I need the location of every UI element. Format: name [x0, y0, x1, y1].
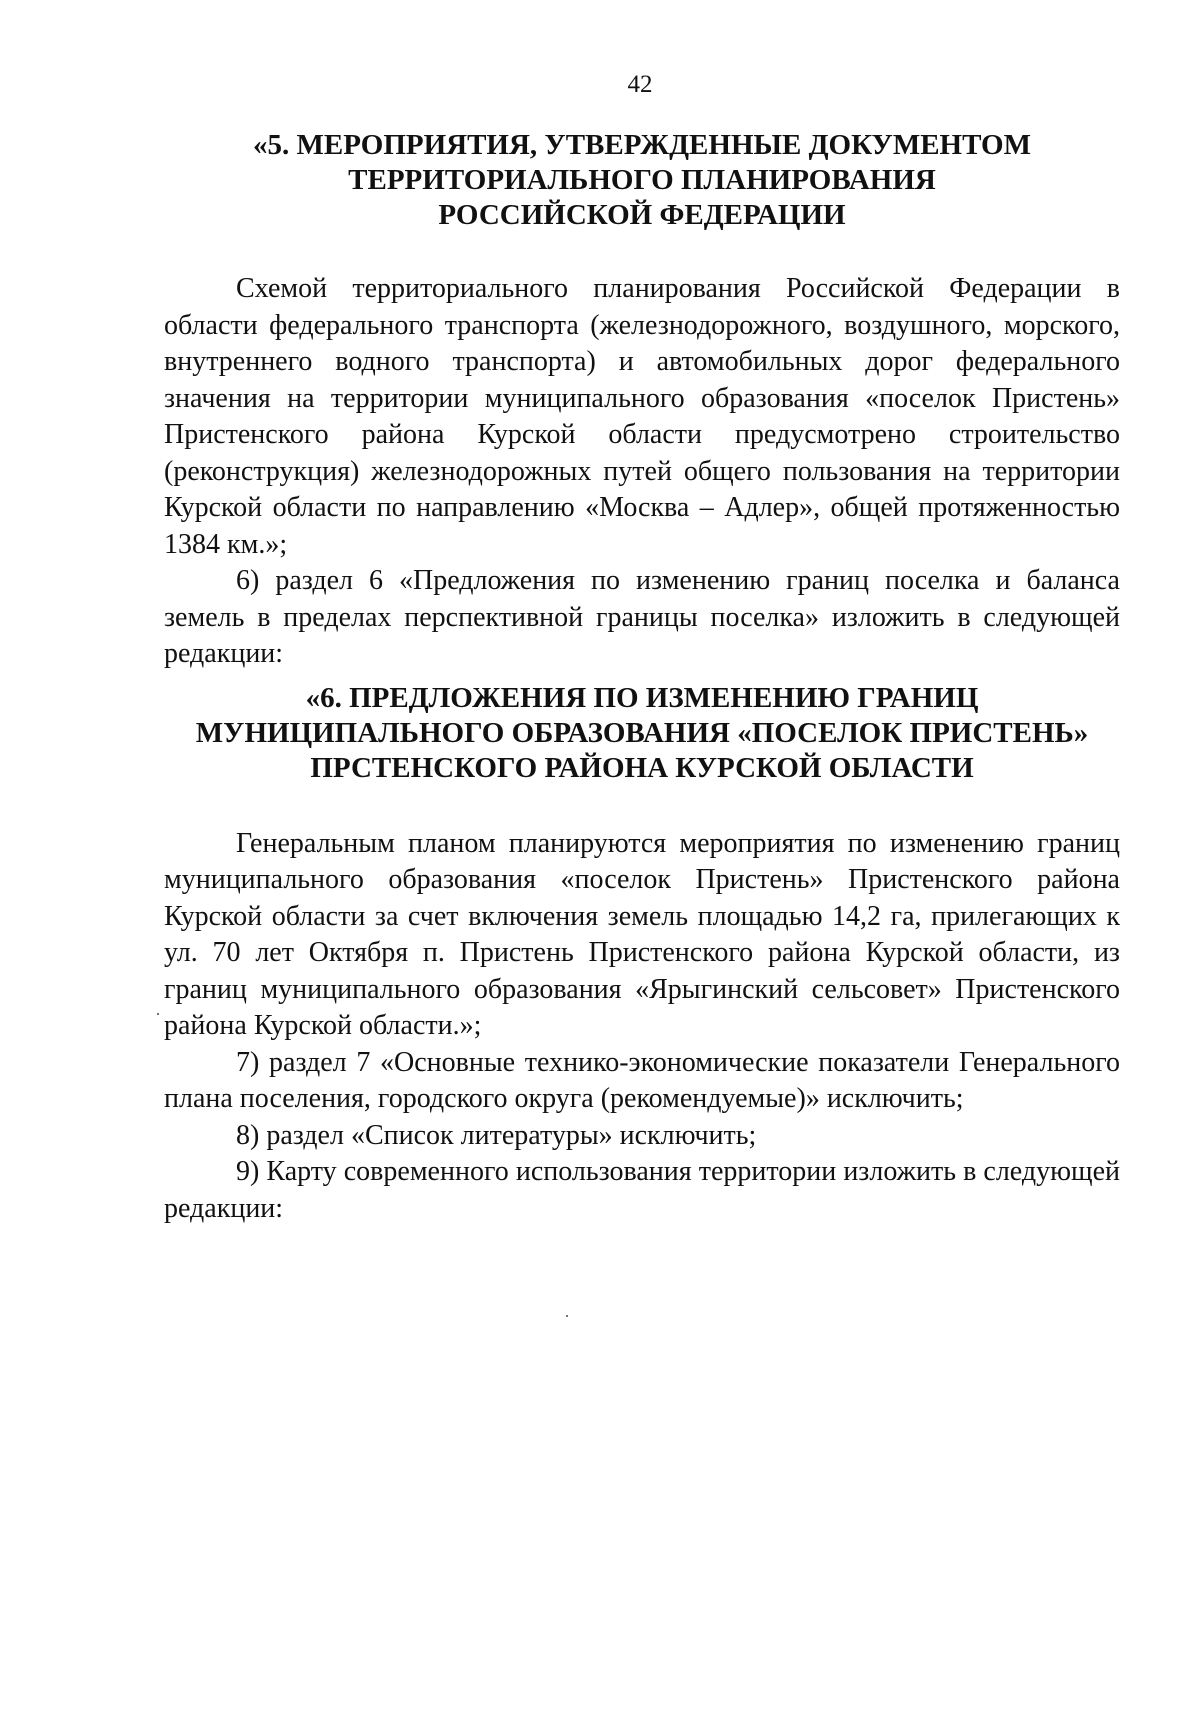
amendment-item-8: 8) раздел «Список литературы» исключить; — [236, 1119, 757, 1151]
amendment-item-7: 7) раздел 7 «Основные технико-экономические показатели Генерального плана поселения, городского округа (рекомендуемые)» исключить; — [164, 1046, 1120, 1114]
page-content — [164, 128, 1120, 1227]
section-5-heading-line: РОССИЙСКОЙ ФЕДЕРАЦИИ — [438, 199, 846, 231]
amendment-item-6: 6) раздел 6 «Предложения по изменению границ поселка и баланса земель в пределах перспективной границы поселка» изложить в следующей редакции: — [164, 565, 1120, 669]
section-5-heading-line: «5. МЕРОПРИЯТИЯ, УТВЕРЖДЕННЫЕ ДОКУМЕНТОМ — [253, 129, 1031, 161]
section-6-heading-line: МУНИЦИПАЛЬНОГО ОБРАЗОВАНИЯ «ПОСЕЛОК ПРИСТЕНЬ» — [195, 716, 1089, 749]
section-6-paragraph: Генеральным планом планируются мероприятия по изменению границ муниципального образования «поселок Пристень» Пристенского района Курской области за счет включения земель площадью 14,2 га, прилегающих к ул. 70 лет Октября п. Пристень Пристенского района Курской области, из границ муниципального образования «Ярыгинский сельсовет» Пристенского района Курской области.»; — [164, 827, 1120, 1041]
section-6-heading-line: «6. ПРЕДЛОЖЕНИЯ ПО ИЗМЕНЕНИЮ ГРАНИЦ — [305, 681, 979, 714]
page-number: 42 — [627, 71, 653, 98]
section-6-heading-line: ПРСТЕНСКОГО РАЙОНА КУРСКОЙ ОБЛАСТИ — [310, 751, 974, 784]
section-5-paragraph: Схемой территориального планирования Российской Федерации в области федерального транспорта (железнодорожного, воздушного, морского, внутреннего водного транспорта) и автомобильных дорог федерального значения на территории муниципального образования «поселок Пристень» Пристенского района Курской области предусмотрено строительство (реконструкция) железнодорожных путей общего пользования на территории Курской области по направлению «Москва – Адлер», общей протяженностью 1384 км.»; — [164, 273, 1120, 560]
section-5-heading-line: ТЕРРИТОРИАЛЬНОГО ПЛАНИРОВАНИЯ — [348, 164, 936, 196]
section-5-heading — [164, 128, 1120, 233]
section-6-heading — [164, 681, 1120, 786]
amendment-item-9: 9) Карту современного использования территории изложить в следующей редакции: — [164, 1156, 1120, 1224]
scan-speck — [157, 1013, 159, 1015]
scan-speck — [566, 1315, 568, 1317]
